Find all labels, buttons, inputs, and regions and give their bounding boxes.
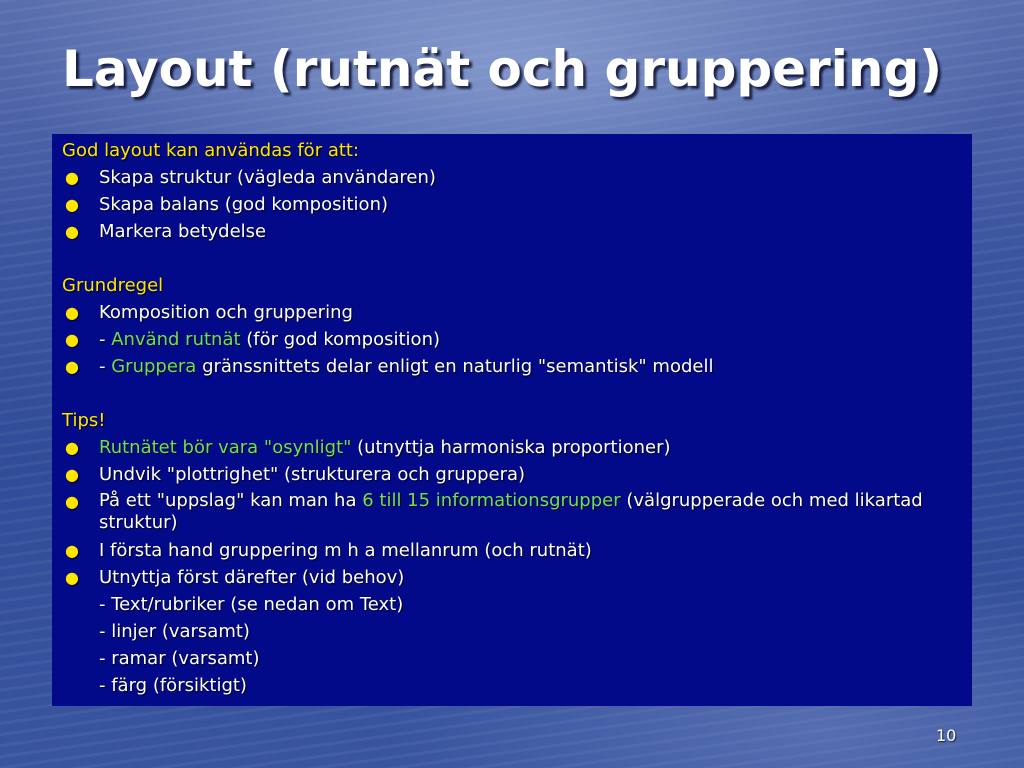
list-item-text: Utnyttja först därefter (vid behov) bbox=[99, 567, 405, 588]
bullet-dot-icon: ● bbox=[65, 330, 79, 349]
text-rest: (utnyttja harmoniska proportioner) bbox=[351, 437, 671, 458]
list-item bbox=[62, 564, 960, 591]
list-item bbox=[62, 353, 960, 380]
sub-item: - färg (försiktigt) bbox=[99, 675, 247, 696]
spacer bbox=[62, 380, 960, 407]
list-item-text bbox=[99, 488, 960, 537]
highlight-text: 6 till 15 informationsgrupper bbox=[362, 490, 621, 511]
text-rest: (för god komposition) bbox=[240, 329, 440, 350]
list-item bbox=[62, 461, 960, 488]
list-item-text: Skapa struktur (vägleda användaren) bbox=[99, 167, 436, 188]
text-rest: (välgrupperade och med likartad struktur) bbox=[99, 490, 923, 533]
text-prefix: På ett "uppslag" kan man ha bbox=[99, 490, 363, 511]
text-rest: gränssnittets delar enligt en naturlig "semantisk" modell bbox=[196, 356, 714, 377]
bullet-dot-icon: ● bbox=[65, 541, 79, 560]
bullet-dot-icon: ● bbox=[65, 303, 79, 322]
list-item-text: I första hand gruppering m h a mellanrum (och rutnät) bbox=[99, 540, 592, 561]
list-item-text bbox=[99, 434, 671, 461]
list-item-text: Komposition och gruppering bbox=[99, 302, 353, 323]
page-number: 10 bbox=[936, 726, 957, 745]
bullet-dot-icon: ● bbox=[65, 195, 79, 214]
list-item-text bbox=[99, 326, 440, 353]
slide-title: Layout (rutnät och gruppering) bbox=[62, 40, 943, 98]
list-item bbox=[62, 218, 960, 245]
list-item-text: Skapa balans (god komposition) bbox=[99, 194, 388, 215]
spacer bbox=[62, 245, 960, 272]
list-item-text: Undvik "plottrighet" (strukturera och gruppera) bbox=[99, 464, 526, 485]
list-item-text: Markera betydelse bbox=[99, 221, 267, 242]
sub-item: - linjer (varsamt) bbox=[99, 621, 250, 642]
highlight-text: Gruppera bbox=[111, 356, 197, 377]
list-item bbox=[62, 537, 960, 564]
bullet-dot-icon: ● bbox=[65, 357, 79, 376]
highlight-text: Använd rutnät bbox=[111, 329, 241, 350]
bullet-dot-icon: ● bbox=[65, 492, 79, 511]
bullet-dot-icon: ● bbox=[65, 438, 79, 457]
bullet-dot-icon: ● bbox=[65, 568, 79, 587]
list-item bbox=[62, 488, 960, 537]
bullet-dot-icon: ● bbox=[65, 222, 79, 241]
list-item bbox=[62, 326, 960, 353]
list-item bbox=[62, 191, 960, 218]
text-prefix: - bbox=[99, 329, 112, 350]
sub-item: - ramar (varsamt) bbox=[99, 648, 260, 669]
intro-heading: God layout kan användas för att: bbox=[62, 140, 360, 161]
bullet-dot-icon: ● bbox=[65, 465, 79, 484]
highlight-text: Rutnätet bör vara "osynligt" bbox=[99, 437, 352, 458]
tips-heading: Tips! bbox=[62, 410, 106, 431]
bullet-dot-icon: ● bbox=[65, 168, 79, 187]
list-item bbox=[62, 164, 960, 191]
sub-item: - Text/rubriker (se nedan om Text) bbox=[99, 594, 404, 615]
grundregel-heading: Grundregel bbox=[62, 275, 164, 296]
list-item-text bbox=[99, 353, 713, 380]
list-item bbox=[62, 434, 960, 461]
text-prefix: - bbox=[99, 356, 112, 377]
content-box bbox=[52, 134, 972, 706]
list-item bbox=[62, 299, 960, 326]
